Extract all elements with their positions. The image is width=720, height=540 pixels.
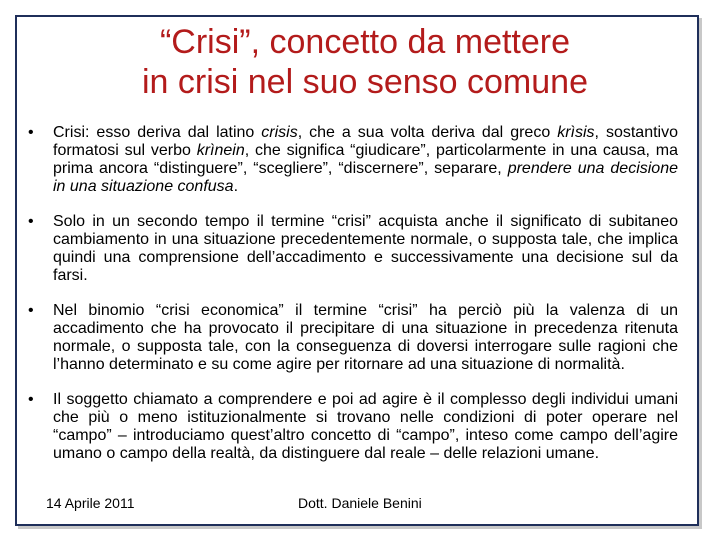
bullet-text: Il soggetto chiamato a comprendere e poi ad agire è il complesso degli individui umani che più o meno istituzionalmente si trovano nelle condizioni di poter operare nel “campo” – introduciamo quest’altro concetto di “campo”, inteso come campo dell’agire umano o campo della realtà, da distinguere dal reale – delle relazioni umane. — [53, 391, 678, 462]
bullet-item-2 — [28, 213, 678, 285]
text-segment: , sostantivo formatosi sul verbo — [53, 124, 679, 159]
emphasis-phrase: prendere una decisione in una situazione confusa — [53, 160, 678, 195]
bullet-text: Nel binomio “crisi economica” il termine “crisi” ha perciò più la valenza di un accadimento che ha provocato il precipitare di una situazione in precedenza ritenuta normale, o supposta tale, con la conseguenza di doversi interrogare sulle ragioni che l’hanno determinato e su come agire per ritornare ad una situazione di normalità. — [53, 302, 678, 373]
bullet-icon: • — [28, 213, 34, 230]
title-line-1: “Crisi”, concetto da mettere — [159, 23, 571, 61]
bullet-icon: • — [28, 124, 34, 141]
text-segment: , che significa “giudicare”, particolarmente in una causa, ma prima ancora “distinguere”, “scegliere”, “discernere”, separare, — [53, 142, 679, 177]
bullet-icon: • — [28, 302, 34, 319]
slide-body — [28, 124, 678, 463]
slide-title — [20, 22, 710, 102]
text-segment: . — [233, 178, 239, 195]
latin-word: crisis — [261, 124, 298, 141]
footer-author: Dott. Daniele Benini — [298, 495, 422, 511]
term-crisi: Crisi — [53, 124, 85, 141]
bullet-item-1 — [28, 124, 678, 196]
bullet-item-3 — [28, 302, 678, 374]
text-segment: : esso deriva dal latino — [85, 124, 262, 141]
title-line-2: in crisi nel suo senso comune — [141, 63, 588, 101]
bullet-text: Solo in un secondo tempo il termine “crisi” acquista anche il significato di subitaneo cambiamento in una situazione precedentemente normale, o supposta tale, che implica quindi una comprensione dell’accadimento e successivamente una decisione sul da farsi. — [53, 213, 678, 284]
greek-word: krìsis — [557, 124, 595, 141]
bullet-item-4 — [28, 391, 678, 463]
text-segment: , che a sua volta deriva dal greco — [297, 124, 558, 141]
bullet-icon: • — [28, 391, 34, 408]
footer-date: 14 Aprile 2011 — [46, 495, 135, 511]
greek-verb: krìnein — [196, 142, 245, 159]
